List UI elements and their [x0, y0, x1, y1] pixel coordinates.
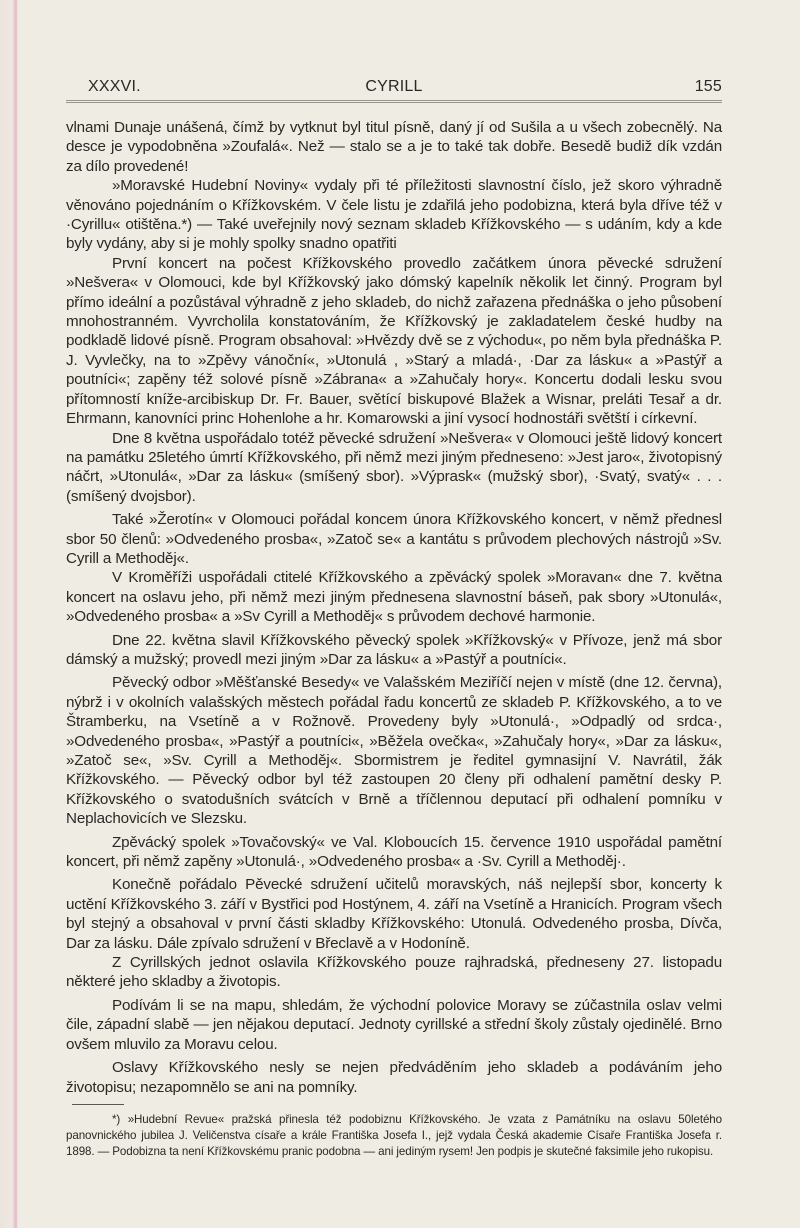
- paragraph: Z Cyrillských jednot oslavila Křížkovského pouze rajhradská, předneseny 27. listopadu některé jeho skladby a životopis.: [66, 954, 722, 991]
- running-header: [66, 76, 722, 103]
- paragraph: »Moravské Hudební Noviny« vydaly při té příležitosti slavnostní číslo, jež skoro výhradně věnováno pojednáním o Křížkovském. V čele listu je zdařilá jeho podobizna, která byla dříve též v ·Cyrillu« otištěna.*) — Také uveřejnily nový seznam skladeb Křížkovského — s udáním, kdy a kde byly vydány, aby si je mohly spolky snadno opatřiti: [66, 177, 722, 253]
- page-edge: [0, 0, 18, 1228]
- paragraph: Podívám li se na mapu, shledám, že východní polovice Moravy se zúčastnila oslav velmi čile, západní slabě — jen nějakou deputací. Jednoty cyrillské a střední školy zůstaly ojedinělé. Brno ovšem mluvilo za Moravu celou.: [66, 996, 722, 1053]
- footnote-text: *) »Hudební Revue« pražská přinesla též podobiznu Křížkovského. Je vzata z Památníku na oslavu 50letého panovnického jubilea J. Veličenstva císaře a krále Františka Josefa I., jejž vydala Česká akademie Císaře Františka Josefa r. 1898. — Podobizna ta není Křížkovskému pranic podobna — ani jediným rysem! Jen podpis je skutečné faksimile jeho rukopisu.: [66, 1113, 722, 1159]
- page-number: 155: [694, 78, 722, 95]
- paragraph: Pěvecký odbor »Měšťanské Besedy« ve Valašském Meziříčí nejen v místě (dne 12. června), nýbrž i v okolních valašských městech pořádal řadu koncertů ze skladeb P. Křížkovského, a to ve Štramberku, na Vsetíně a v Rožnově. Provedeny byly »Utonulá·, »Odpadlý od srdca·, »Odvedeného prosba«, »Pastýř a poutníci«, »Běžela ovečka«, »Zahučaly hory«, »Dar za lásku«, »Zatoč se«, »Sv. Cyrill a Methoděj«. Sbormistrem je ředitel gymnasijní V. Navrátil, žák Křížkovského. — Pěvecký odbor byl též zastoupen 20 členy při odhalení pamětní desky P. Křížkovského o svatodušních svátcích v Brně a tříčlennou deputací při odhalení pomníku v Neplachovicích ve Slezsku.: [66, 674, 722, 828]
- paragraph: Zpěvácký spolek »Tovačovský« ve Val. Kloboucích 15. července 1910 uspořádal pamětní koncert, při němž zapěny »Utonulá·, »Odvedeného prosba« a ·Sv. Cyrill a Methoděj·.: [66, 833, 722, 871]
- paragraph: Oslavy Křížkovského nesly se nejen předváděním jeho skladeb a podáváním jeho životopisu; nezapomnělo se ani na pomníky.: [66, 1059, 722, 1096]
- paragraph: vlnami Dunaje unášená, čímž by vytknut byl titul písně, daný jí od Sušila a u všech zobecnělý. Na desce je vypodobněna »Zoufalá«. Než — stalo se a je to také tak dobře. Besedě budiž dík vzdán za dílo provedené!: [66, 119, 722, 175]
- paragraph: Dne 22. května slavil Křížkovského pěvecký spolek »Křížkovský« v Přívoze, jenž má sbor dámský a mužský; provedl mezi jiným »Dar za lásku« a »Pastýř a poutníci«.: [66, 631, 722, 668]
- footnote-rule: [72, 1104, 124, 1105]
- footnote: [66, 1112, 722, 1161]
- paragraph: První koncert na počest Křížkovského provedlo začátkem února pěvecké sdružení »Nešvera« v Olomouci, kde byl Křížkovský jako dómský kapelník několik let činný. Program byl přímo ideální a pozůstával výhradně z jeho skladeb, do nichž zařazena přednáška o jeho působení mnohostranném. Vyvrcholila konstatováním, že Křížkovský je zakladatelem české hudby na podkladě lidové písně. Program obsahoval: »Hvězdy dvě se z východu«, po něm byla přednáška P. J. Vyvlečky, na to »Zpěvy vánoční«, »Utonulá , »Starý a mladá·, ·Dar za lásku« a »Pastýř a poutníci«; zapěny též solové písně »Zábrana« a »Zahučaly hory«. Koncertu dodali lesku svou přítomností kníže-arcibiskup Dr. Fr. Bauer, světící biskupové Blažek a Wisnar, preláti Tesař a dr. Ehrmann, kanovníci princ Hohenlohe a hr. Komarowski a jiní vysocí hodnostáři světští i církevní.: [66, 254, 722, 428]
- paragraph: V Kroměříži uspořádali ctitelé Křížkovského a zpěvácký spolek »Moravan« dne 7. května koncert na oslavu jeho, při němž mezi jiným přednesena slavnostní báseň, pak sbory »Utonulá«, »Odvedeného prosba« a »Sv Cyrill a Methoděj« s průvodem dechové harmonie.: [66, 569, 722, 626]
- volume-number: XXXVI.: [88, 78, 141, 95]
- paragraph: Konečně pořádalo Pěvecké sdružení učitelů moravských, náš nejlepší sbor, koncerty k uctění Křížkovského 3. září v Bystřici pod Hostýnem, 4. září na Vsetíně a Hranicích. Program všech byl stejný a obsahoval v první části skladby Křížkovského: Utonulá. Odvedeného prosba, Dívča, Dar za lásku. Dále zpívalo sdružení v Břeclavě a v Hodoníně.: [66, 876, 722, 952]
- journal-title: CYRILL: [365, 78, 423, 95]
- body-text: [66, 118, 722, 1097]
- paragraph: Také »Žerotín« v Olomouci pořádal koncem února Křížkovského koncert, v němž přednesl sbor 50 členů: »Odvedeného prosba«, »Zatoč se« a kantátu s průvodem plechových nástrojů »Sv. Cyrill a Methoděj«.: [66, 511, 722, 567]
- paragraph: Dne 8 května uspořádalo totéž pěvecké sdružení »Nešvera« v Olomouci ještě lidový koncert na památku 25letého úmrtí Křížkovského, při němž mezi jiným předneseno: »Jest jaro«, životopisný náčrt, »Utonulá«, »Dar za lásku« (smíšený sbor). »Výprask« (mužský sbor), ·Svatý, svatý« . . . (smíšený dvojsbor).: [66, 429, 722, 505]
